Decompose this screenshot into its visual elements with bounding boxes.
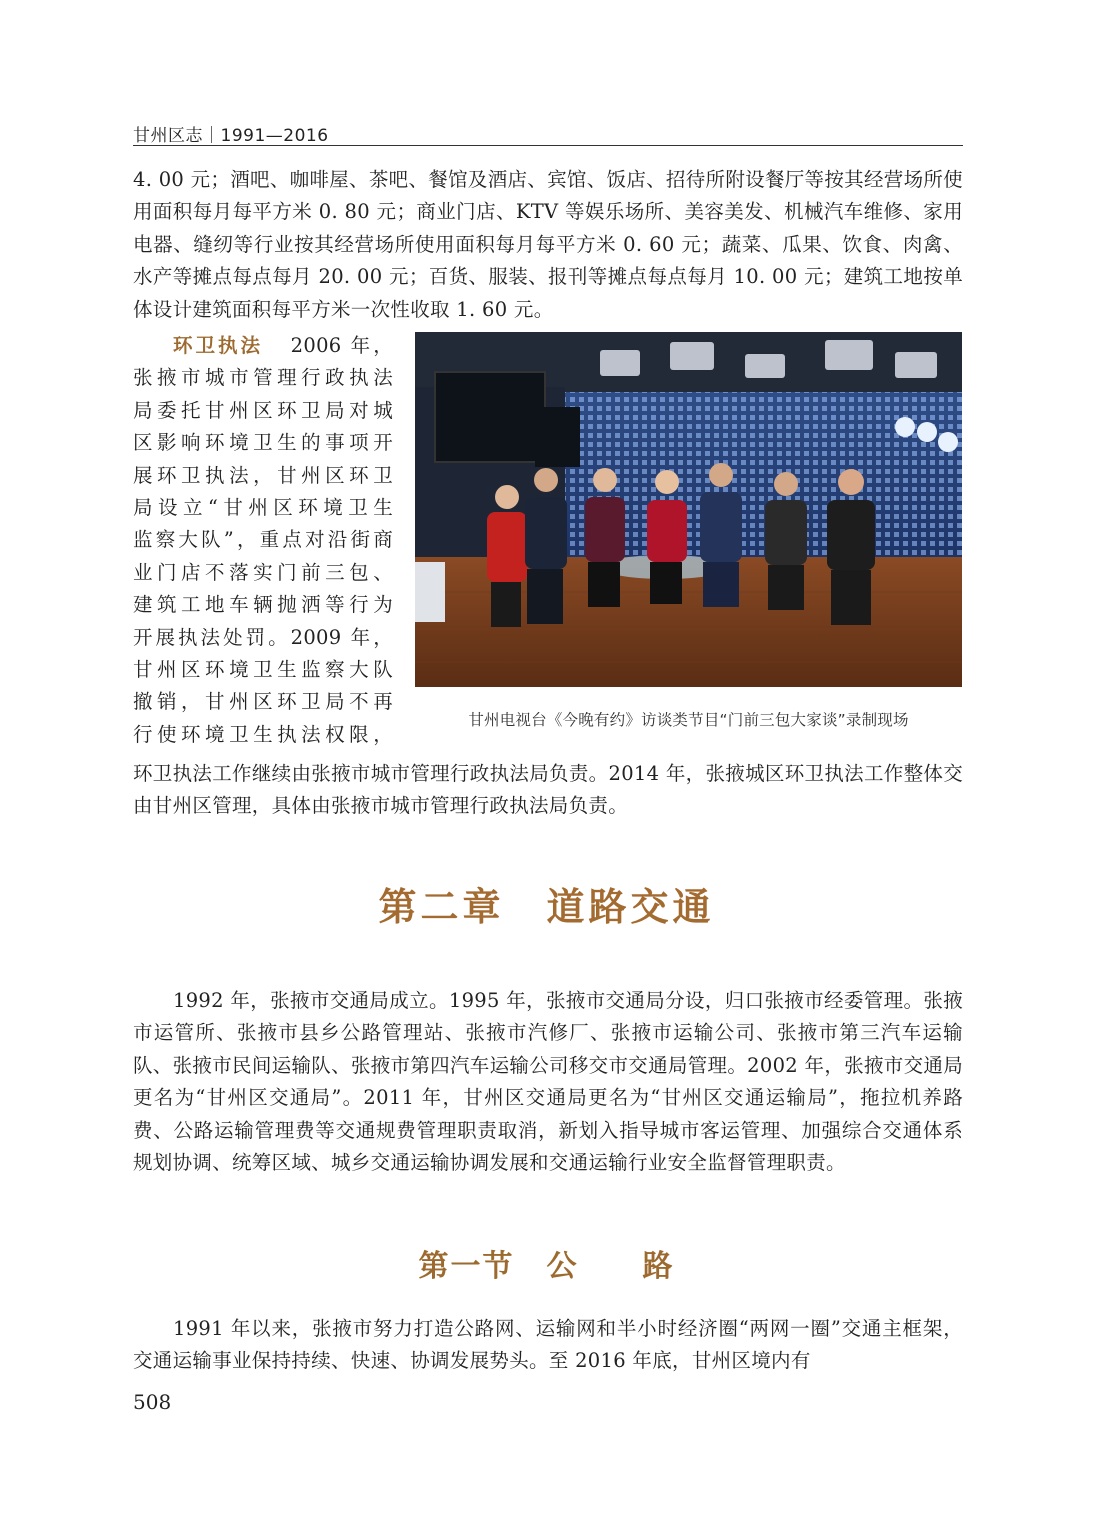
fee-paragraph: 4. 00 元；酒吧、咖啡屋、茶吧、餐馆及酒店、宾馆、饭店、招待所附设餐厅等按其经营场所使用面积每月每平方米 0. 80 元；商业门店、KTV 等娱乐场所、美容美发、机械汽车维修、家用电器、缝纫等行业按其经营场所使用面积每月每平方米 0. 60 元；蔬菜、瓜果、饮食、肉禽、水产等摊点每点每月 20. 00 元；百货、服装、报刊等摊点每点每月 10. 00 元；建筑工地按单体设计建筑面积每平方米一次性收取 1. 60 元。	[133, 168, 963, 321]
sanitation-line: 业门店不落实门前三包、	[133, 560, 393, 584]
page-number: 508	[133, 1390, 172, 1414]
sanitation-line: 张掖市城市管理行政执法	[133, 366, 393, 390]
running-header: 甘州区志｜1991—2016	[133, 126, 329, 146]
sanitation-line: 开展执法处罚。2009 年，	[133, 625, 393, 649]
sanitation-line: 局设立“甘州区环境卫生	[133, 496, 393, 520]
chapter-title: 第二章 道路交通	[378, 885, 715, 929]
header-rule	[133, 145, 963, 146]
sanitation-line: 监察大队”，重点对沿街商	[133, 528, 393, 552]
sanitation-line: 建筑工地车辆抛洒等行为	[133, 593, 393, 617]
section-title: 第一节 公 路	[418, 1249, 675, 1284]
sanitation-line-first	[133, 330, 393, 362]
sanitation-line: 行使环境卫生执法权限，	[133, 722, 393, 746]
sanitation-line: 甘州区环境卫生监察大队	[133, 658, 393, 682]
sanitation-continuation: 环卫执法工作继续由张掖市城市管理行政执法局负责。2014 年，张掖城区环卫执法工作整体交由甘州区管理，具体由张掖市城市管理行政执法局负责。	[133, 762, 963, 818]
sanitation-line: 展环卫执法，甘州区环卫	[133, 463, 393, 487]
chapter-intro-paragraph: 1992 年，张掖市交通局成立。1995 年，张掖市交通局分设，归口张掖市经委管理。张掖市运管所、张掖市县乡公路管理站、张掖市汽修厂、张掖市运输公司、张掖市第三汽车运输队、张掖市民间运输队、张掖市第四汽车运输公司移交市交通局管理。2002 年，张掖市交通局更名为“甘州区交通局”。2011 年，甘州区交通局更名为“甘州区交通运输局”，拖拉机养路费、公路运输管理费等交通规费管理职责取消，新划入指导城市客运管理、加强综合交通体系规划协调、统筹区域、城乡交通运输协调发展和交通运输行业安全监督管理职责。	[133, 989, 963, 1175]
section-paragraph: 1991 年以来，张掖市努力打造公路网、运输网和半小时经济圈“两网一圈”交通主框架，交通运输事业保持持续、快速、协调发展势头。至 2016 年底，甘州区境内有	[133, 1317, 963, 1373]
sanitation-line: 区影响环境卫生的事项开	[133, 431, 393, 455]
studio-illustration	[415, 332, 962, 687]
sanitation-line: 撤销，甘州区环卫局不再	[133, 690, 393, 714]
sanitation-line: 2006 年，	[290, 334, 393, 357]
sanitation-line: 局委托甘州区环卫局对城	[133, 398, 393, 422]
sanitation-enforcement-paragraph	[133, 330, 393, 751]
tv-studio-photo	[415, 332, 962, 687]
photo-caption: 甘州电视台《今晚有约》访谈类节目“门前三包大家谈”录制现场	[468, 711, 909, 729]
sanitation-keyword: 环卫执法	[173, 334, 264, 357]
